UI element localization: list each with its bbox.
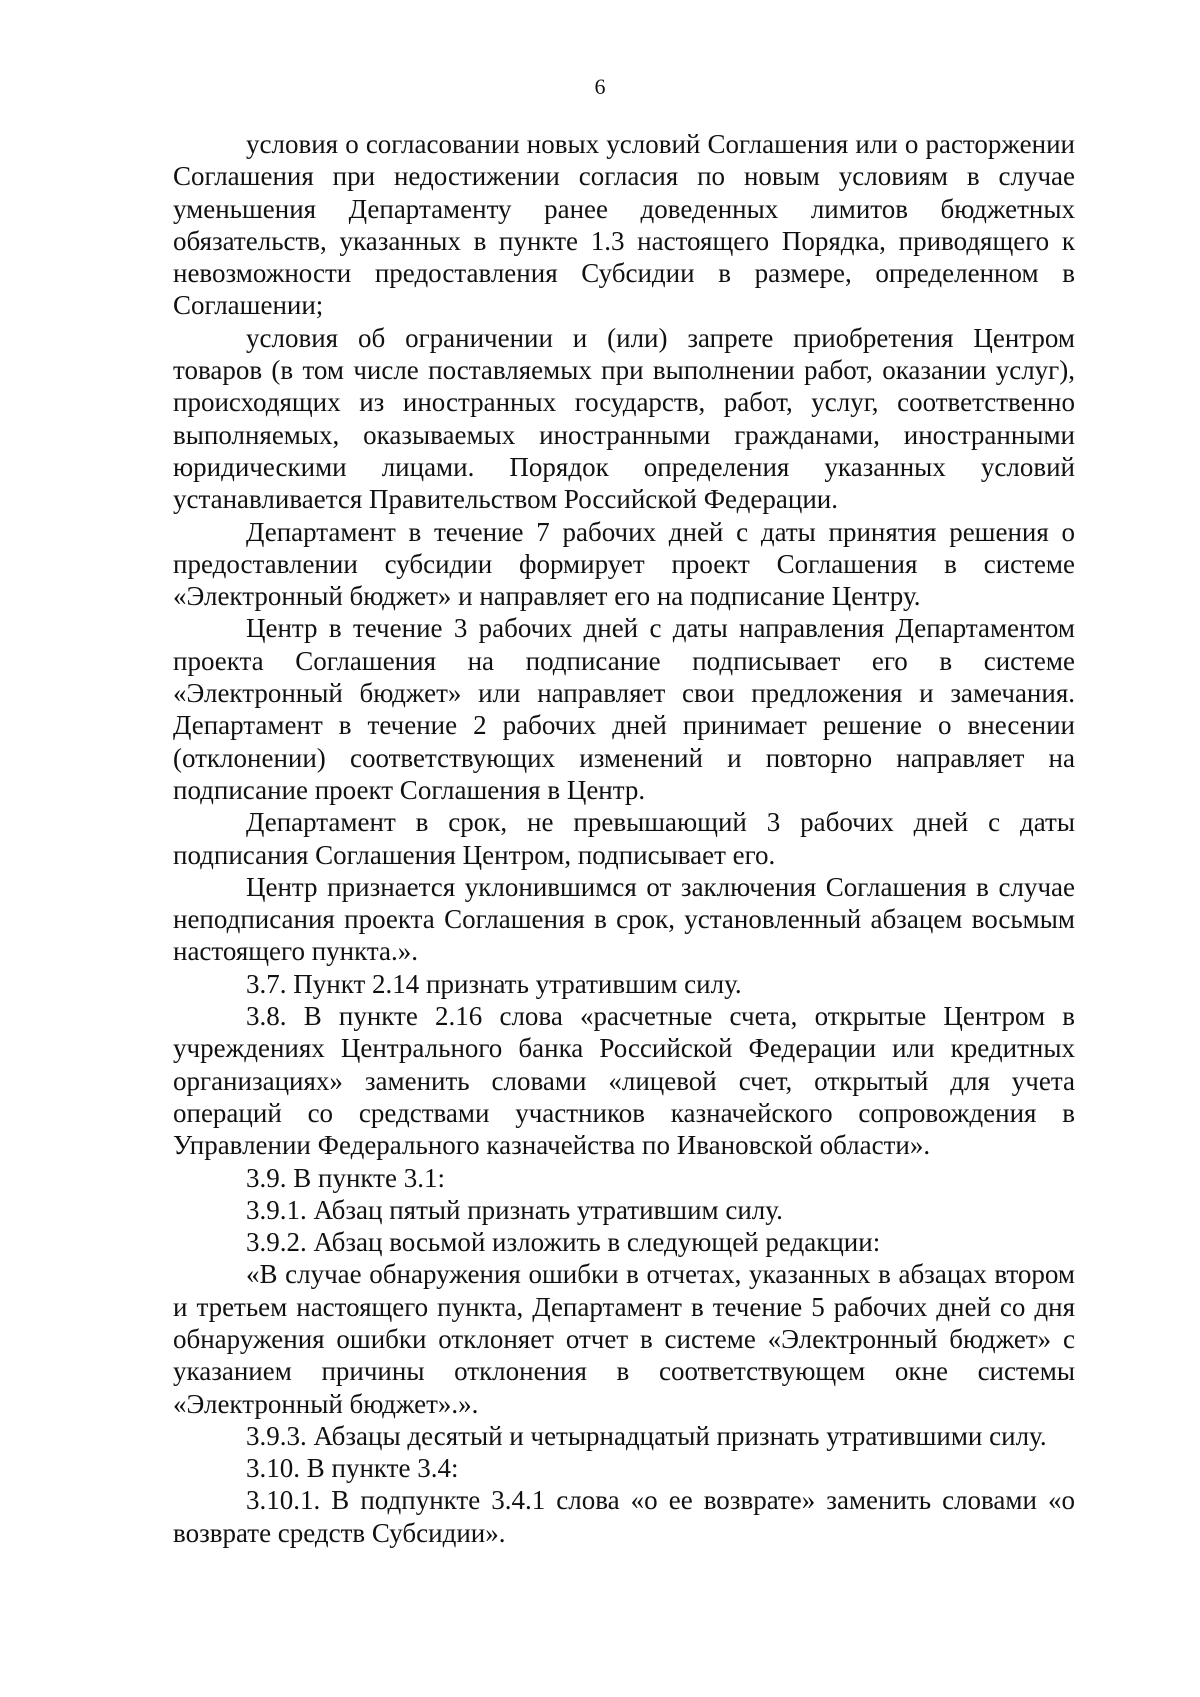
paragraph-13: 3.9.3. Абзацы десятый и четырнадцатый признать утратившими силу. bbox=[246, 1420, 1047, 1451]
paragraph-9: 3.9. В пункте 3.1: bbox=[246, 1162, 445, 1193]
paragraph-1: условия о согласовании новых условий Соглашения или о расторжении Соглашения при недостижении согласия по новым условиям в случае уменьшения Департаменту ранее доведенных лимитов бюджетных обязательств, указанных в пункте 1.3 настоящего Порядка, приводящего к невозможности предоставления Субсидии в размере, определенном в Соглашении; bbox=[173, 129, 1075, 321]
paragraph-15: 3.10.1. В подпункте 3.4.1 слова «о ее возврате» заменить словами «о возврате средств Субсидии». bbox=[173, 1485, 1075, 1548]
paragraph-10: 3.9.1. Абзац пятый признать утратившим силу. bbox=[246, 1194, 783, 1225]
paragraph-7: 3.7. Пункт 2.14 признать утратившим силу. bbox=[246, 968, 742, 999]
paragraph-6: Центр признается уклонившимся от заключения Соглашения в случае неподписания проекта Соглашения в срок, установленный абзацем восьмым настоящего пункта.». bbox=[173, 871, 1075, 967]
paragraph-11: 3.9.2. Абзац восьмой изложить в следующей редакции: bbox=[246, 1227, 881, 1258]
page-number: 6 bbox=[594, 74, 606, 99]
paragraph-8: 3.8. В пункте 2.16 слова «расчетные счета, открытые Центром в учреждениях Центрального банка Российской Федерации или кредитных организациях» заменить словами «лицевой счет, открытый для учета операций со средствами участников казначейского сопровождения в Управлении Федерального казначейства по Ивановской области». bbox=[173, 1001, 1075, 1161]
document-body bbox=[173, 128, 1075, 1549]
paragraph-2: условия об ограничении и (или) запрете приобретения Центром товаров (в том числе поставляемых при выполнении работ, оказании услуг), происходящих из иностранных государств, работ, услуг, соответственно выполняемых, оказываемых иностранными гражданами, иностранными юридическими лицами. Порядок определения указанных условий устанавливается Правительством Российской Федерации. bbox=[173, 322, 1075, 515]
paragraph-4: Центр в течение 3 рабочих дней с даты направления Департаментом проекта Соглашения на подписание подписывает его в системе «Электронный бюджет» или направляет свои предложения и замечания. Департамент в течение 2 рабочих дней принимает решение о внесении (отклонении) соответствующих изменений и повторно направляет на подписание проект Соглашения в Центр. bbox=[173, 613, 1075, 805]
paragraph-5: Департамент в срок, не превышающий 3 рабочих дней с даты подписания Соглашения Центром, подписывает его. bbox=[173, 807, 1075, 870]
paragraph-14: 3.10. В пункте 3.4: bbox=[246, 1453, 459, 1484]
paragraph-12: «В случае обнаружения ошибки в отчетах, указанных в абзацах втором и третьем настоящего пункта, Департамент в течение 5 рабочих дней со дня обнаружения ошибки отклоняет отчет в системе «Электронный бюджет» с указанием причины отклонения в соответствующем окне системы «Электронный бюджет».». bbox=[173, 1259, 1075, 1419]
paragraph-3: Департамент в течение 7 рабочих дней с даты принятия решения о предоставлении субсидии формирует проект Соглашения в системе «Электронный бюджет» и направляет его на подписание Центру. bbox=[173, 516, 1075, 612]
